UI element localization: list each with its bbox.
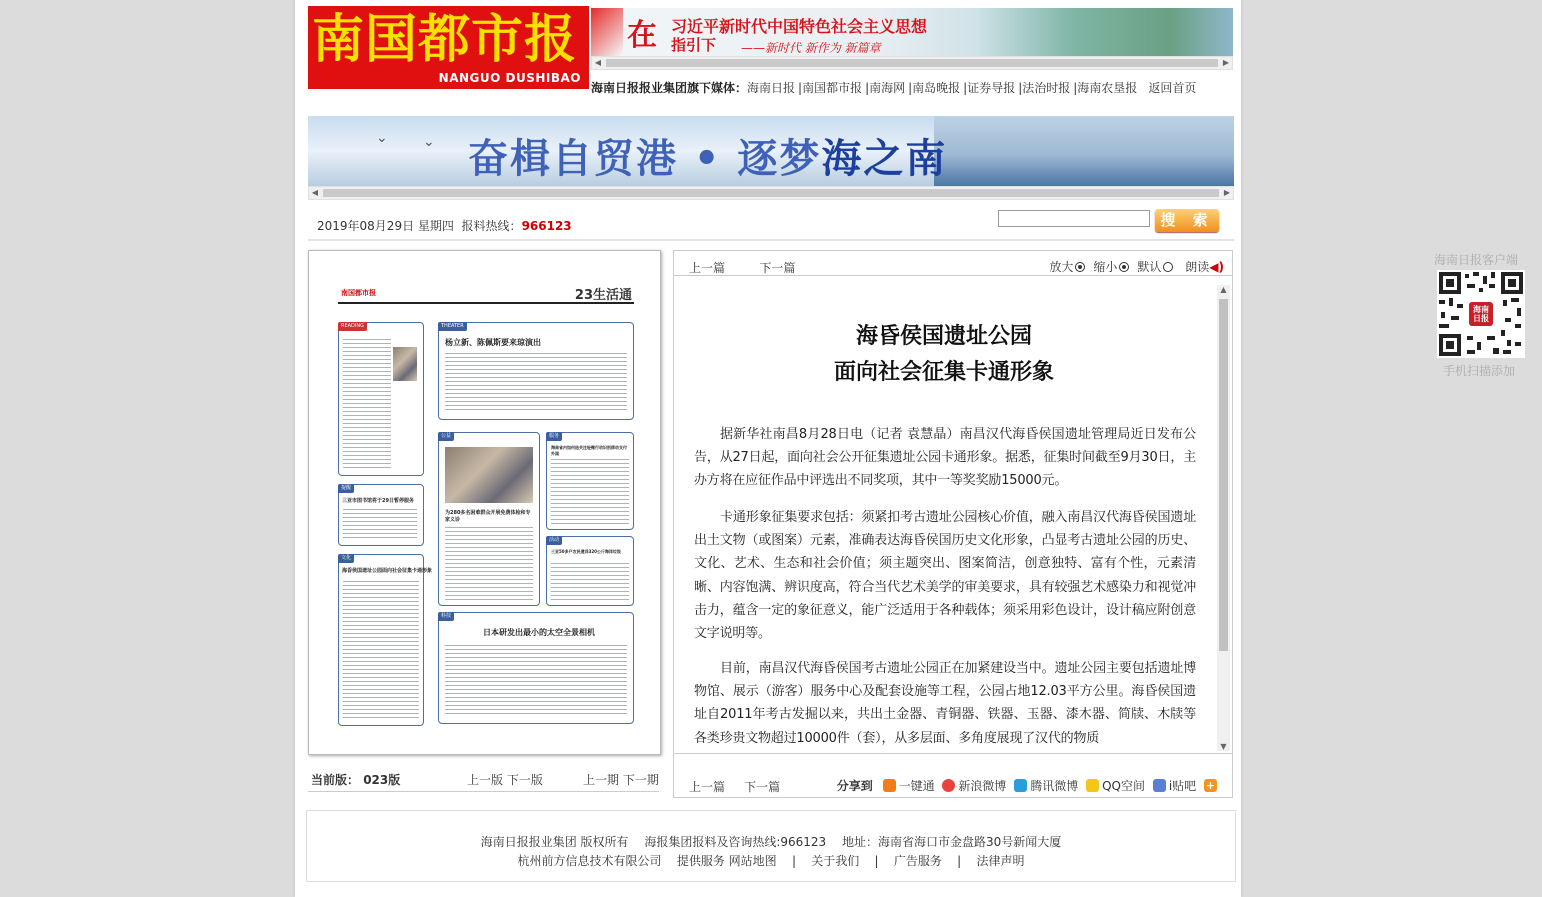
media-link-legal[interactable]: |法治时报 [1018,81,1071,95]
paper-tag: 活动 [546,536,562,545]
media-link-nandao[interactable]: |南岛晚报 [908,81,961,95]
footer-about-link[interactable]: 关于我们 [811,854,860,868]
article-toolbar [674,251,1232,276]
logo-text: 南国都市报 [312,9,578,70]
default-size-label: 默认 [1137,260,1162,274]
next-issue-link[interactable]: 下一期 [622,773,659,787]
paper-article-reading[interactable] [338,322,424,476]
share-tencent-weibo-link[interactable]: 腾讯微博 [1030,779,1079,793]
qr-caption: 手机扫描添加 [1443,364,1516,378]
paper-headline: 日本研发出最小的太空全景相机 [483,628,595,637]
article-panel [673,250,1233,798]
paper-masthead-name: 南国都市报 [341,289,376,297]
main-banner[interactable] [308,116,1234,186]
footer-separator: | [791,854,796,868]
bird-icon: ⌄ [376,130,388,146]
footer-links [307,852,1235,869]
paper-article-service[interactable] [546,432,634,530]
paper-article-reminder[interactable] [338,484,424,546]
main-banner-scrollbar[interactable] [308,186,1234,200]
article-paragraph: 卡通形象征集要求包括：须紧扣考古遗址公园核心价值，融入南昌汉代海昏侯国遗址出土文物（或图案）元素，准确表达海昏侯国历史文化形象，凸显考古遗址公园的历史、文化、艺术、生态和社会价值；须主题突出、图案简洁，创意独特、富有个性，元素清晰、内容饱满、辨识度高，符合当代艺术美学的审美要求，具有较强艺术感染力和视觉冲击力，蕴含一定的象征意义，能广泛适用于各种载体；须采用彩色设计，设计稿应附创意文字说明等。 [694,510,1196,642]
top-banner[interactable] [591,8,1233,56]
paper-tag: 提醒 [338,484,354,493]
tieba-icon[interactable] [1153,779,1166,792]
paper-section: 23生活通 [574,288,632,303]
paper-headline: 海昏侯国遗址公园面向社会征集卡通形象 [342,568,433,574]
bird-icon: ⌄ [423,134,435,150]
paper-tag: 公益 [438,432,454,441]
sina-weibo-icon[interactable] [942,779,955,792]
footer-sitemap-link[interactable]: 网站地图 [728,854,777,868]
next-article-link[interactable]: 下一篇 [759,261,796,275]
tencent-weibo-icon[interactable] [1014,779,1027,792]
prev-article-link[interactable]: 上一篇 [689,261,726,275]
text-block [445,645,627,717]
home-link[interactable]: 返回首页 [1148,81,1197,95]
article-scroll-thumb[interactable] [1219,299,1228,651]
scroll-right-icon[interactable]: ▶ [1222,58,1230,67]
qr-code[interactable] [1437,270,1525,358]
prev-article-link-bottom[interactable]: 上一篇 [689,780,726,794]
more-share-icon[interactable]: + [1205,779,1216,792]
qr-title: 海南日报客户端 [1434,253,1519,267]
text-block [343,339,391,469]
text-block [551,459,629,525]
paper-headline: 三亚市图书馆将于29日暂停服务 [342,498,414,504]
article-title-line2: 面向社会征集卡通形象 [833,360,1054,385]
paper-article-theater[interactable] [438,322,634,420]
paper-headline: 为280多名困难群众开展免费体检和专家义诊 [445,510,531,523]
scroll-left-icon[interactable]: ◀ [594,58,602,67]
text-block [445,527,533,601]
main-banner-text-b: 海之南 [821,136,948,182]
text-block [445,353,627,413]
scroll-down-icon[interactable]: ▼ [1220,742,1227,751]
search-input[interactable] [998,210,1150,227]
paper-article-welfare[interactable] [438,432,540,606]
article-scrollbar[interactable] [1217,285,1230,751]
share-sina-weibo-link[interactable]: 新浪微博 [958,779,1007,793]
next-edition-link[interactable]: 下一版 [506,773,543,787]
footer-separator: | [957,854,962,868]
read-aloud-button[interactable]: 朗读 [1185,260,1210,274]
speaker-icon[interactable]: ◀) [1209,260,1224,274]
paper-tag: 文化 [338,554,354,563]
search-button[interactable]: 搜 索 [1155,209,1219,232]
media-link-hainan-daily[interactable]: 海南日报 [747,81,796,95]
share-onekey-icon[interactable] [883,779,896,792]
main-banner-text-a: 奋楫自贸港 • 逐梦 [468,136,822,182]
article-paragraph: 据新华社南昌8月28日电（记者 袁慧晶）南昌汉代海昏侯国遗址管理局近日发布公告，从27日起，面向社会公开征集遗址公园卡通形象。据悉，征集时间截至9月30日，主办方将在应征作品中评选出不同奖项，其中一等奖奖励15000元。 [694,427,1196,489]
paper-tag: THEATER [438,322,467,331]
article-title-line1: 海昏侯国遗址公园 [855,324,1032,349]
paper-tag: READING [338,322,367,331]
newspaper-page-image[interactable] [308,250,661,755]
zoom-out-radio[interactable] [1119,262,1129,272]
city-bridge-graphic [934,116,1234,186]
media-link-nongken[interactable]: |海南农垦报 [1073,81,1138,95]
current-edition-label: 当前版： [311,773,360,787]
paper-headline: 海南省内如何选关注轻微行动识别移动支付外国 [551,445,627,456]
share-label: 分享到 [836,779,873,793]
footer-ads-link[interactable]: 广告服务 [893,854,942,868]
qzone-icon[interactable] [1086,779,1099,792]
news-photo [445,447,533,503]
banner-line3: ——新时代 新作为 新篇章 [741,41,881,55]
hotline-label: 报料热线： [461,219,522,233]
issue-nav [583,771,659,788]
share-onekey-link[interactable]: 一键通 [898,779,935,793]
current-edition [311,771,400,788]
footer-service-link[interactable]: 提供服务 [676,854,725,868]
article-paragraph: 目前，南昌汉代海昏侯国考古遗址公园正在加紧建设当中。遗址公园主要包括遗址博物馆、展示（游客）服务中心及配套设施等工程，公园占地12.03平方公里。海昏侯国遗址自2011年考古发掘以来，共出土金器、青铜器、铁器、玉器、漆木器、简牍、木牍等各类珍贵文物超过10000件（套），从多层面、多角度展现了汉代的物质 [694,661,1196,746]
media-link-securities[interactable]: |证券导报 [963,81,1016,95]
media-links [591,79,1199,96]
next-article-link-bottom[interactable]: 下一篇 [744,780,781,794]
share-qzone-link[interactable]: QQ空间 [1102,779,1145,793]
banner-big-char: 在 [627,18,657,53]
edition-nav [467,771,543,788]
footer-legal-link[interactable]: 法律声明 [976,854,1025,868]
paper-tag: 科技 [438,612,454,621]
date-bar [317,217,572,234]
paper-article-activity[interactable] [546,536,634,606]
banner-line2: 指引下 [671,36,717,54]
footer-company-link[interactable]: 杭州前方信息技术有限公司 [517,854,662,868]
top-banner-scrollbar[interactable] [591,56,1233,70]
paper-headline: 三亚50多户农民遗洋320公斤海洋垃圾 [551,549,621,554]
default-size-radio[interactable] [1163,262,1173,272]
qr-badge-text: 海南日报 [1473,305,1489,323]
scroll-right-icon[interactable]: ▶ [1223,188,1231,197]
share-tieba-link[interactable]: i贴吧 [1168,779,1197,793]
flag-graphic [591,8,623,56]
paper-article-culture[interactable] [338,554,433,726]
scroll-thumb[interactable] [323,189,1219,197]
zoom-in-label: 放大 [1049,260,1074,274]
article-body[interactable] [674,276,1214,754]
paper-headline: 杨立新、陈佩斯要来琼演出 [445,338,541,347]
logo-pinyin: NANGUO DUSHIBAO [438,71,581,85]
footer-copyright: 海南日报报业集团 版权所有 海报集团报料及咨询热线:966123 地址：海南省海口市金盘路30号新闻大厦 [480,835,1062,849]
newspaper-layout [338,284,634,726]
scroll-thumb[interactable] [606,59,1218,67]
banner-line1: 习近平新时代中国特色社会主义思想 [671,17,928,36]
paper-tag: 服务 [546,432,562,441]
divider [308,791,659,792]
divider [308,239,1234,241]
article-footer-bar [674,753,1232,799]
current-edition-value: 023版 [363,773,401,787]
prev-edition-link[interactable]: 上一版 [467,773,504,787]
site-footer [306,810,1236,882]
prev-issue-link[interactable]: 上一期 [583,773,620,787]
text-block [343,509,417,539]
site-logo[interactable] [308,6,589,89]
hotline-number: 966123 [521,219,572,233]
text-block [343,581,419,721]
current-date: 2019年08月29日 星期四 [317,219,454,233]
main-banner-text [468,127,947,184]
scroll-up-icon[interactable]: ▲ [1220,285,1227,294]
share-bar [837,777,1220,794]
paper-masthead [338,284,634,304]
zoom-out-label: 缩小 [1093,260,1118,274]
paper-article-tech[interactable] [438,612,634,724]
scroll-left-icon[interactable]: ◀ [311,188,319,197]
footer-separator: | [874,854,879,868]
text-block [551,563,629,601]
media-label: 海南日报报业集团旗下媒体： [591,81,748,95]
media-link-nanhai[interactable]: |南海网 [865,81,906,95]
page-container [295,0,1241,897]
zoom-in-radio[interactable] [1075,262,1085,272]
book-cover-image [393,347,417,381]
media-link-nanguo[interactable]: |南国都市报 [798,81,863,95]
